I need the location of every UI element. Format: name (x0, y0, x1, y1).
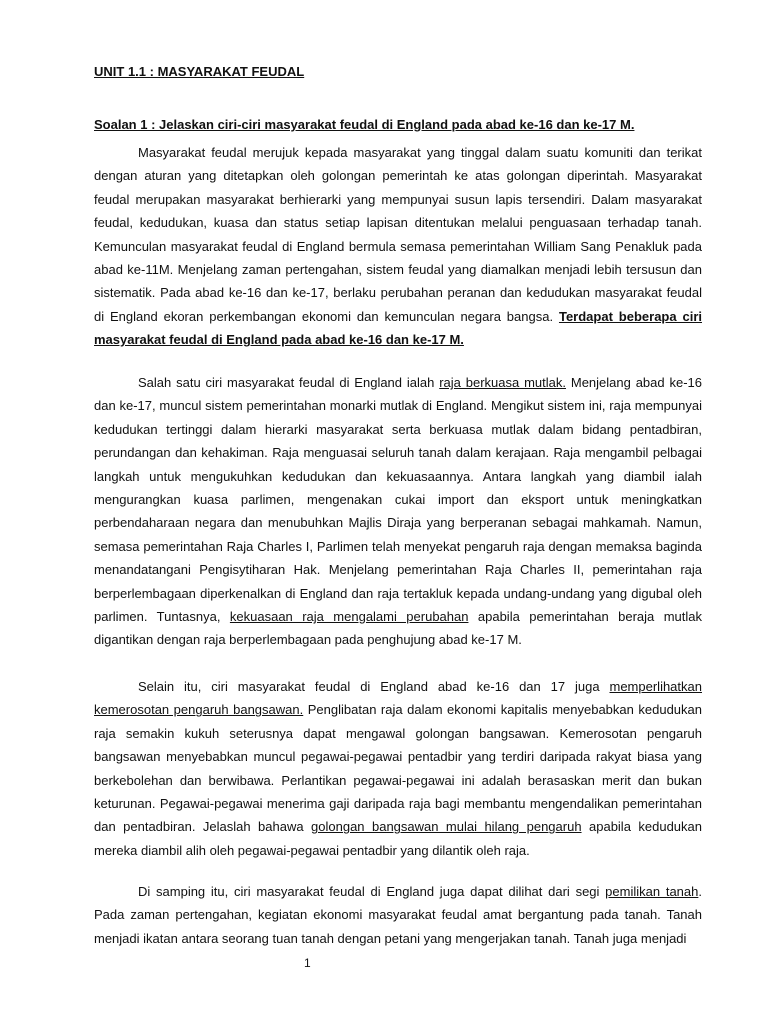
paragraph-introduction (94, 141, 702, 352)
page-number: 1 (304, 956, 311, 970)
paragraph-text: apabila pemerintahan beraja mutlak digantikan dengan raja berperlembagaan pada penghujung abad ke-17 M. (94, 609, 702, 648)
question-heading: Soalan 1 : Jelaskan ciri-ciri masyarakat feudal di England pada abad ke-16 dan ke-17 M. (94, 117, 635, 132)
underlined-point: raja berkuasa mutlak. (439, 375, 566, 390)
paragraph-text: Selain itu, ciri masyarakat feudal di England abad ke-16 dan 17 juga (138, 679, 610, 694)
paragraph-text: Di samping itu, ciri masyarakat feudal di England juga dapat dilihat dari segi (138, 884, 606, 899)
paragraph-land-ownership (94, 880, 702, 950)
underlined-point: pemilikan tanah (605, 884, 699, 899)
paragraph-absolute-monarchy (94, 371, 702, 652)
underlined-point: memperlihatkan kemerosotan pengaruh bangsawan. (94, 679, 702, 718)
paragraph-text: Salah satu ciri masyarakat feudal di England ialah (138, 375, 440, 390)
paragraph-text: Menjelang abad ke-16 dan ke-17, muncul sistem pemerintahan monarki mutlak di England. Mengikut sistem ini, raja mempunyai kedudukan tertinggi dalam hierarki masyarakat serta berkuasa mutlak dalam bidang pentadbiran, perundangan dan kehakiman. Raja menguasai seluruh tanah dalam kerajaan. Raja mengambil pelbagai langkah untuk mengukuhkan kedudukan dan kekuasaannya. Antara langkah yang diambil ialah mengurangkan kuasa parlimen, mengenakan cukai import dan eksport untuk meningkatkan perbendaharaan negara dan menubuhkan Majlis Diraja yang berperanan sebagai mahkamah. Namun, semasa pemerintahan Raja Charles I, Parlimen telah menyekat pengaruh raja dengan memaksa baginda menandatangani Pengisytiharan Hak. Menjelang pemerintahan Raja Charles II, pemerintahan raja berperlembagaan diperkenalkan di England dan raja tertakluk kepada undang-undang yang digubal oleh parlimen. Tuntasnya, (94, 375, 703, 625)
paragraph-text: Masyarakat feudal merujuk kepada masyarakat yang tinggal dalam suatu komuniti dan terikat dengan aturan yang ditetapkan oleh golongan pemerintah ke atas golongan diperintah. Masyarakat feudal merupakan masyarakat berhierarki yang mempunyai susun lapis tersendiri. Dalam masyarakat feudal, kedudukan, kuasa dan status setiap lapisan ditentukan melalui penguasaan terhadap tanah. Kemunculan masyarakat feudal di England bermula semasa pemerintahan William Sang Penakluk pada abad ke-11M. Menjelang zaman pertengahan, sistem feudal yang diamalkan menjadi lebih tersusun dan sistematik. Pada abad ke-16 dan ke-17, berlaku perubahan peranan dan kedudukan masyarakat feudal di England ekoran perkembangan ekonomi dan kemunculan negara bangsa. (94, 145, 702, 324)
underlined-conclusion: kekuasaan raja mengalami perubahan (229, 609, 469, 625)
paragraph-text: . Pada zaman pertengahan, kegiatan ekonomi masyarakat feudal amat bergantung pada tanah. Tanah menjadi ikatan antara seorang tuan tanah dengan petani yang mengerjakan tanah. Tanah juga menjadi (94, 884, 702, 946)
unit-title: UNIT 1.1 : MASYARAKAT FEUDAL (94, 64, 305, 79)
underlined-thesis: Terdapat beberapa ciri masyarakat feudal di England pada abad ke-16 dan ke-17 M. (94, 308, 702, 348)
paragraph-text: Penglibatan raja dalam ekonomi kapitalis menyebabkan kedudukan raja semakin kukuh seterusnya dapat mengawal golongan bangsawan. Kemerosotan pengaruh bangsawan menyebabkan muncul pegawai-pegawai pentadbir yang terdiri daripada rakyat biasa yang berkebolehan dan berwibawa. Perlantikan pegawai-pegawai ini adalah berasaskan merit dan bukan keturunan. Pegawai-pegawai menerima gaji daripada raja bagi membantu mengendalikan pemerintahan dan pentadbiran. Jelaslah bahawa (94, 702, 702, 835)
underlined-conclusion: golongan bangsawan mulai hilang pengaruh (311, 819, 582, 835)
paragraph-text: apabila kedudukan mereka diambil alih oleh pegawai-pegawai pentadbir yang dilantik oleh raja. (94, 819, 702, 858)
paragraph-nobility-decline (94, 675, 702, 862)
